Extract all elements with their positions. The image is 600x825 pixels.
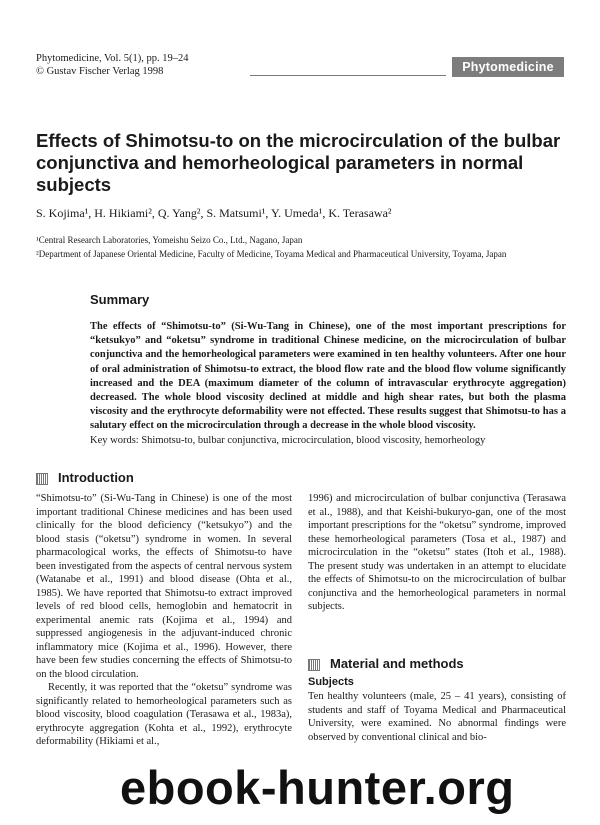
journal-info — [36, 52, 188, 78]
article-authors: S. Kojima¹, H. Hikiami², Q. Yang², S. Matsumi¹, Y. Umeda¹, K. Terasawa² — [36, 206, 392, 220]
affiliation-2: ²Department of Japanese Oriental Medicine, Faculty of Medicine, Toyama Medical and Pharmaceutical University, Toyama, Japan — [36, 249, 507, 259]
article-title: Effects of Shimotsu-to on the microcirculation of the bulbar conjunctiva and hemorheological parameters in normal subjects — [36, 130, 561, 195]
section-marker-icon — [36, 473, 48, 485]
summary-heading: Summary — [90, 292, 150, 307]
intro-paragraph-3: 1996) and microcirculation of bulbar conjunctiva (Terasawa et al., 1988), and that Keishi-bukuryo-gan, one of the most important prescriptions for the “oketsu” syndrome, improved these hemorheological parameters (Tosa et al., 1987) and microcirculation in the “oketsu” states (Itoh et al., 1988). The present study was undertaken in an attempt to elucidate the effects of Shimotsu-to on the microcirculation of bulbar conjunctiva and the hemorheological parameters in normal subjects. — [308, 493, 566, 612]
subjects-subheading: Subjects — [308, 676, 354, 688]
journal-citation: Phytomedicine, Vol. 5(1), pp. 19–24 — [36, 53, 189, 64]
intro-paragraph-1: “Shimotsu-to” (Si-Wu-Tang in Chinese) is one of the most important traditional Chinese medicines and has been used clinically for the blood deficiency (“ketsukyo”) and the blood stasis (“oketsu”) syndrome in women. In several pharmacological works, the effects of Shimotsu-to have been investigated from the aspects of central nervous system (Watanabe et al., 1991) and blood disease (Ohta et al., 1985). We have reported that Shimotsu-to extract improved levels of red blood cells, hemoglobin and hematocrit in experimental anemic rats (Kojima et al., 1994) and suppressed angiogenesis in the adjuvant-induced chronic inflammatory mice (Kojima et al., 1996). However, there have been few studies concerning the effects of Shimotsu-to on the blood circulation. — [36, 493, 292, 680]
right-column — [308, 492, 566, 614]
methods-heading-text: Material and methods — [330, 656, 464, 671]
journal-copyright: © Gustav Fischer Verlag 1998 — [36, 66, 164, 77]
introduction-heading — [36, 470, 134, 485]
methods-text: Ten healthy volunteers (male, 25 – 41 years), consisting of students and staff of Toyama Medical and Pharmaceutical University, were examined. No abnormal findings were observed by conventional clinical and bio- — [308, 691, 566, 743]
left-column — [36, 492, 292, 749]
summary-text: The effects of “Shimotsu-to” (Si-Wu-Tang in Chinese), one of the most important prescriptions for “ketsukyo” and “oketsu” syndrome in traditional Chinese medicine, on the microcirculation of bulbar conjunctiva and the hemorheological parameters were examined in ten healthy volunteers. After one hour of oral administration of Shimotsu-to extract, the blood flow rate and the blood flow volume significantly increased and the DEA (maximum diameter of the column of intravascular erythrocyte aggregation) decreased. The whole blood viscosity declined at middle and high shear rates, but both the plasma viscosity and the erythrocyte deformability were not effected. These results suggest that Shimotsu-to has a salutary effect on the microcirculation through a decrease in the whole blood viscosity. — [90, 321, 566, 432]
section-marker-icon — [308, 659, 320, 671]
introduction-heading-text: Introduction — [58, 470, 134, 485]
intro-paragraph-2: Recently, it was reported that the “oketsu” syndrome was significantly related to hemorheological parameters such as blood viscosity, blood coagulation (Terasawa et al., 1983a), erythrocyte aggregation (Kohta et al., 1992), erythrocyte deformability (Hikiami et al., — [36, 682, 292, 747]
watermark-text: ebook-hunter.org — [120, 761, 515, 814]
affiliation-1: ¹Central Research Laboratories, Yomeishu Seizo Co., Ltd., Nagano, Japan — [36, 235, 303, 245]
header-rule — [250, 75, 446, 76]
keywords-label: Key words: — [90, 435, 139, 446]
journal-brand-logo: Phytomedicine — [452, 57, 564, 77]
keywords-list: Shimotsu-to, bulbar conjunctiva, microcirculation, blood viscosity, hemorheology — [141, 435, 486, 446]
methods-heading — [308, 656, 464, 671]
keywords — [90, 434, 566, 448]
